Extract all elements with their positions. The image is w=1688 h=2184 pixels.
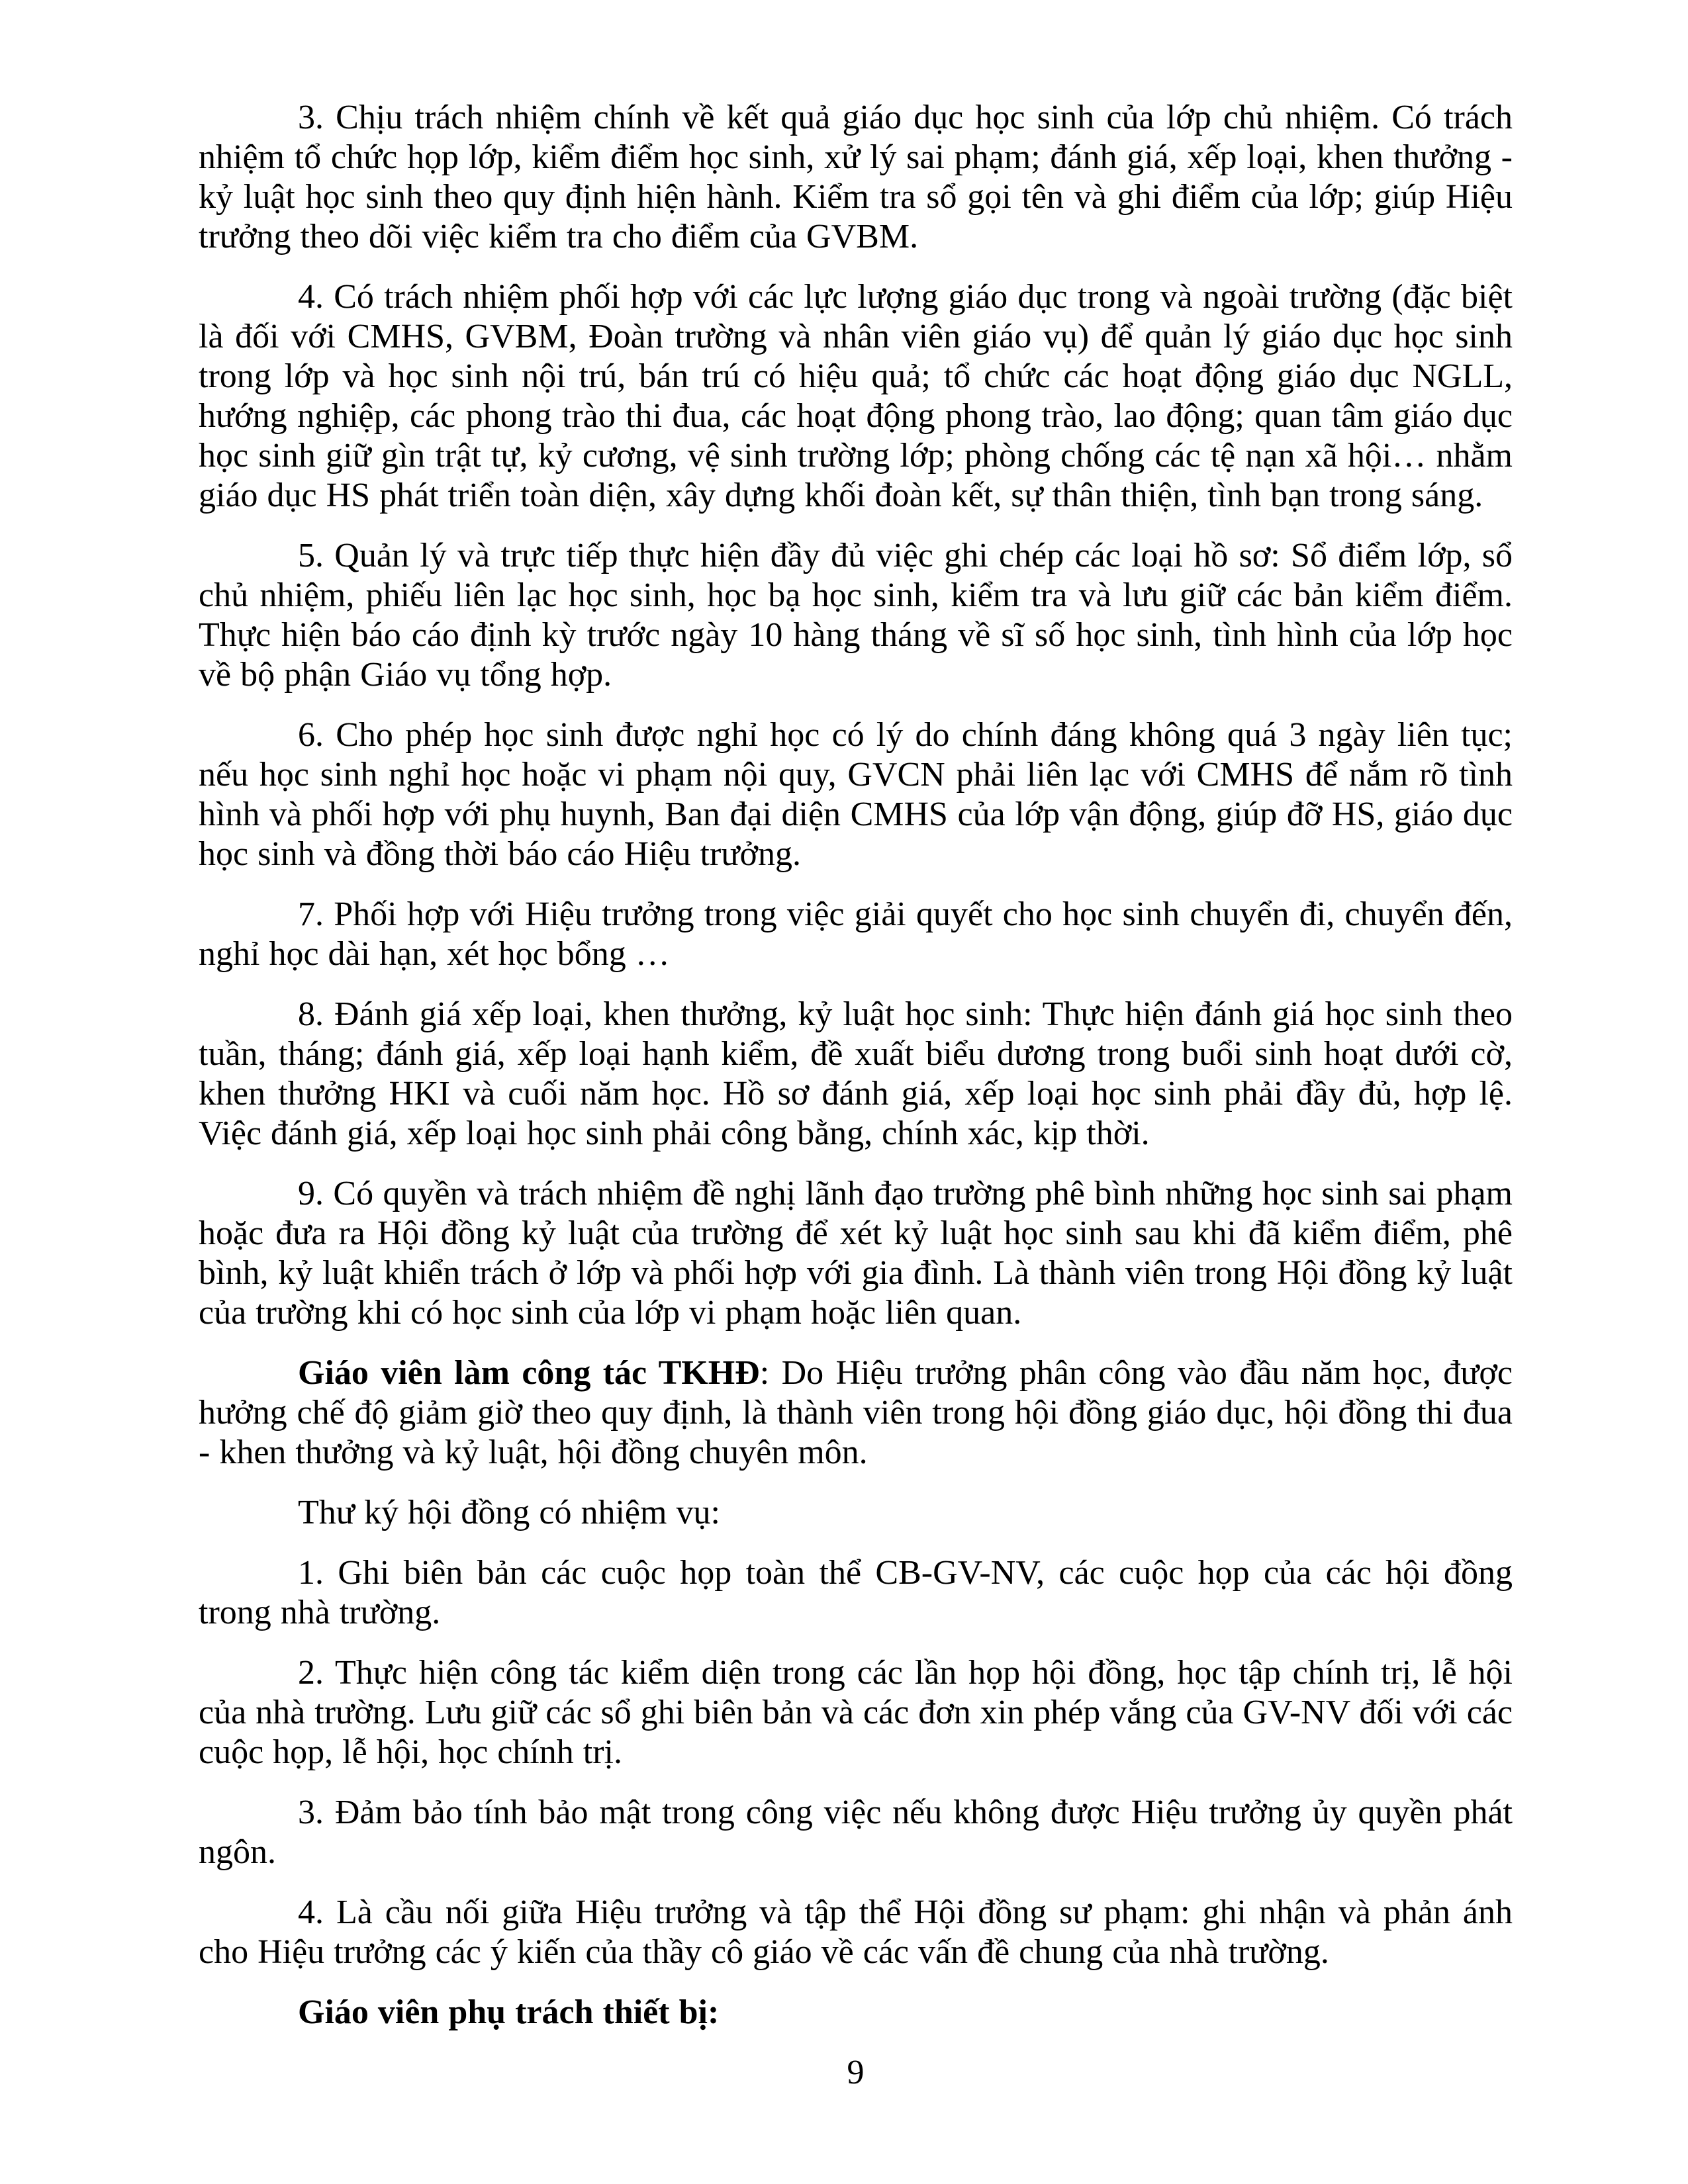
paragraph: 4. Là cầu nối giữa Hiệu trưởng và tập thể Hội đồng sư phạm: ghi nhận và phản ánh cho Hiệu trưởng các ý kiến của thầy cô giáo về các vấn đề chung của nhà trường.: [199, 1893, 1513, 1971]
paragraph: Thư ký hội đồng có nhiệm vụ:: [298, 1494, 720, 1531]
paragraph-bold-lead: Giáo viên làm công tác TKHĐ: [298, 1354, 760, 1392]
paragraph: 7. Phối hợp với Hiệu trưởng trong việc giải quyết cho học sinh chuyển đi, chuyển đến, nghỉ học dài hạn, xét học bổng …: [199, 895, 1513, 973]
paragraph: 6. Cho phép học sinh được nghỉ học có lý do chính đáng không quá 3 ngày liên tục; nếu học sinh nghỉ học hoặc vi phạm nội quy, GVCN phải liên lạc với CMHS để nắm rõ tình hình và phối hợp với phụ huynh, Ban đại diện CMHS của lớp vận động, giúp đỡ HS, giáo dục học sinh và đồng thời báo cáo Hiệu trưởng.: [199, 716, 1513, 873]
paragraph: [199, 1993, 1513, 2032]
paragraph: 9. Có quyền và trách nhiệm đề nghị lãnh đạo trường phê bình những học sinh sai phạm hoặc đưa ra Hội đồng kỷ luật của trường để xét kỷ luật học sinh sau khi đã kiểm điểm, phê bình, kỷ luật khiển trách ở lớp và phối hợp với gia đình. Là thành viên trong Hội đồng kỷ luật của trường khi có học sinh của lớp vi phạm hoặc liên quan.: [199, 1175, 1513, 1332]
paragraph: 1. Ghi biên bản các cuộc họp toàn thể CB-GV-NV, các cuộc họp của các hội đồng trong nhà trường.: [199, 1554, 1513, 1631]
document-body: [199, 98, 1513, 2032]
paragraph-bold-lead: Giáo viên phụ trách thiết bị:: [298, 1993, 720, 2031]
paragraph: 8. Đánh giá xếp loại, khen thưởng, kỷ luật học sinh: Thực hiện đánh giá học sinh theo tuần, tháng; đánh giá, xếp loại hạnh kiểm, đề xuất biểu dương trong buổi sinh hoạt dưới cờ, khen thưởng HKI và cuối năm học. Hồ sơ đánh giá, xếp loại học sinh phải đầy đủ, hợp lệ. Việc đánh giá, xếp loại học sinh phải công bằng, chính xác, kịp thời.: [199, 995, 1513, 1152]
paragraph: 3. Đảm bảo tính bảo mật trong công việc nếu không được Hiệu trưởng ủy quyền phát ngôn.: [199, 1794, 1513, 1871]
document-content: [199, 98, 1513, 2093]
paragraph: Giáo viên làm công tác TKHĐ: Do Hiệu trưởng phân công vào đầu năm học, được hưởng chế độ giảm giờ theo quy định, là thành viên trong hội đồng giáo dục, hội đồng thi đua - khen thưởng và kỷ luật, hội đồng chuyên môn.: [199, 1354, 1513, 1471]
page-number: 9: [847, 2054, 865, 2091]
paragraph: 5. Quản lý và trực tiếp thực hiện đầy đủ việc ghi chép các loại hồ sơ: Sổ điểm lớp, sổ chủ nhiệm, phiếu liên lạc học sinh, học bạ học sinh, kiểm tra và lưu giữ các bản kiểm điểm. Thực hiện báo cáo định kỳ trước ngày 10 hàng tháng về sĩ số học sinh, tình hình của lớp học về bộ phận Giáo vụ tổng hợp.: [199, 537, 1513, 694]
paragraph: 3. Chịu trách nhiệm chính về kết quả giáo dục học sinh của lớp chủ nhiệm. Có trách nhiệm tổ chức họp lớp, kiểm điểm học sinh, xử lý sai phạm; đánh giá, xếp loại, khen thưởng - kỷ luật học sinh theo quy định hiện hành. Kiểm tra sổ gọi tên và ghi điểm của lớp; giúp Hiệu trưởng theo dõi việc kiểm tra cho điểm của GVBM.: [199, 99, 1513, 255]
paragraph: 2. Thực hiện công tác kiểm diện trong các lần họp hội đồng, học tập chính trị, lễ hội của nhà trường. Lưu giữ các sổ ghi biên bản và các đơn xin phép vắng của GV-NV đối với các cuộc họp, lễ hội, học chính trị.: [199, 1654, 1513, 1771]
paragraph: 4. Có trách nhiệm phối hợp với các lực lượng giáo dục trong và ngoài trường (đặc biệt là đối với CMHS, GVBM, Đoàn trường và nhân viên giáo vụ) để quản lý giáo dục học sinh trong lớp và học sinh nội trú, bán trú có hiệu quả; tổ chức các hoạt động giáo dục NGLL, hướng nghiệp, các phong trào thi đua, các hoạt động phong trào, lao động; quan tâm giáo dục học sinh giữ gìn trật tự, kỷ cương, vệ sinh trường lớp; phòng chống các tệ nạn xã hội… nhằm giáo dục HS phát triển toàn diện, xây dựng khối đoàn kết, sự thân thiện, tình bạn trong sáng.: [199, 278, 1513, 514]
